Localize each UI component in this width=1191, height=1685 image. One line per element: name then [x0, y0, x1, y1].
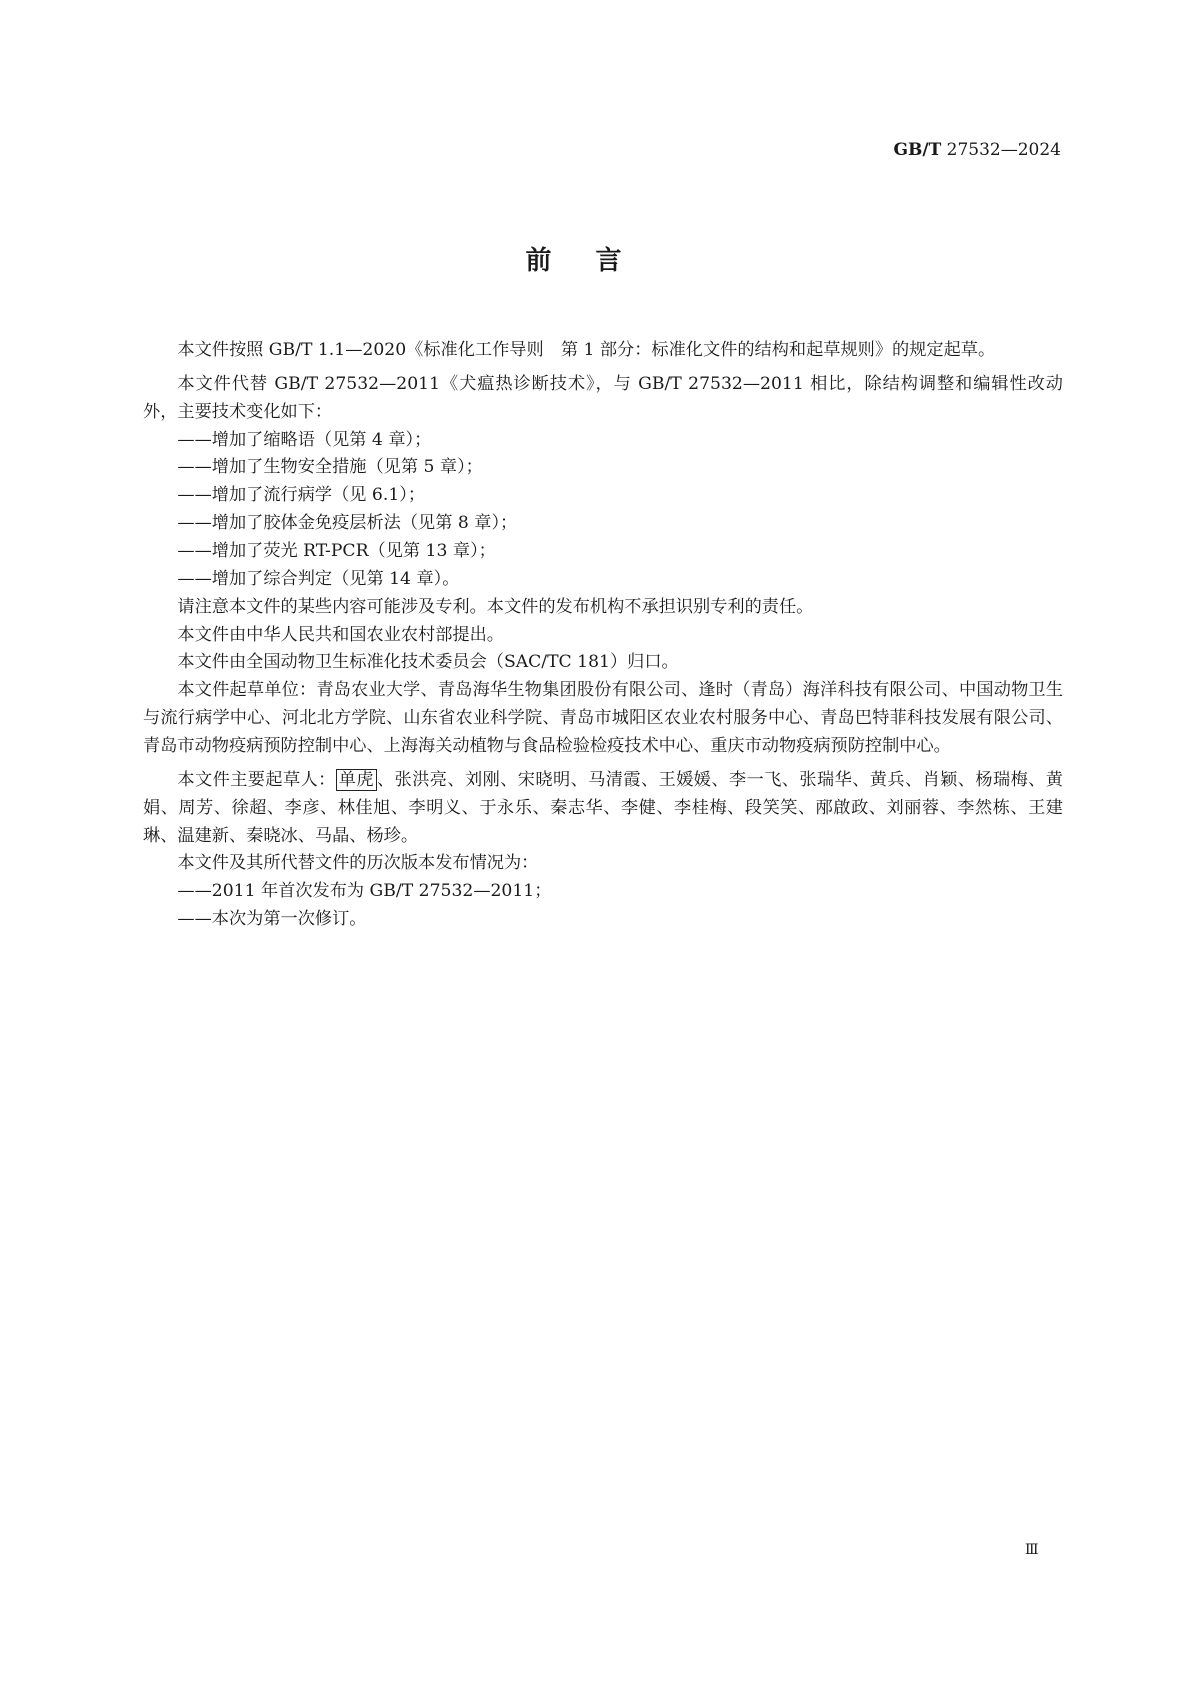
change-item: ——增加了缩略语（见第 4 章）；	[177, 429, 432, 450]
foreword-body	[143, 337, 1063, 934]
change-item: ——增加了胶体金免疫层析法（见第 8 章）；	[177, 513, 518, 534]
drafters-label: 本文件主要起草人：	[177, 769, 336, 790]
paragraph-technical-committee: 本文件由全国动物卫生标准化技术委员会（SAC/TC 181）归口。	[177, 652, 679, 673]
page-number: Ⅲ	[1025, 1542, 1039, 1558]
paragraph-version-history: 本文件及其所代替文件的历次版本发布情况为：	[177, 853, 539, 874]
change-item: ——增加了生物安全措施（见第 5 章）；	[177, 457, 483, 478]
standard-code-header	[894, 140, 1062, 160]
paragraph-patent-notice: 请注意本文件的某些内容可能涉及专利。本文件的发布机构不承担识别专利的责任。	[177, 596, 814, 617]
paragraph-drafting-units: 本文件起草单位：青岛农业大学、青岛海华生物集团股份有限公司、逢时（青岛）海洋科技有限公司、中国动物卫生与流行病学中心、河北北方学院、山东省农业科学院、青岛市城阳区农业农村服务中心、青岛巴特菲科技发展有限公司、青岛市动物疫病预防控制中心、上海海关动植物与食品检验检疫技术中心、重庆市动物疫病预防控制中心。	[143, 680, 1063, 757]
paragraph-replacement: 本文件代替 GB/T 27532—2011《犬瘟热诊断技术》，与 GB/T 27532—2011 相比，除结构调整和编辑性改动外，主要技术变化如下：	[143, 373, 1063, 422]
paragraph-drafters	[143, 767, 1063, 851]
paragraph-proposer: 本文件由中华人民共和国农业农村部提出。	[177, 624, 504, 645]
standard-code-prefix: GB/T	[893, 140, 942, 160]
history-item: ——本次为第一次修订。	[177, 909, 367, 930]
drafters-list: 、张洪亮、刘刚、宋晓明、马清霞、王媛媛、李一飞、张瑞华、黄兵、肖颖、杨瑞梅、黄娟、周芳、徐超、李彦、林佳旭、李明义、于永乐、秦志华、李健、李桂梅、段笑笑、邴啟政、刘丽蓉、李然栋、王建琳、温建新、秦晓冰、马晶、杨珍。	[143, 769, 1063, 846]
change-item: ——增加了流行病学（见 6.1）；	[177, 485, 426, 506]
change-item: ——增加了综合判定（见第 14 章）。	[177, 568, 460, 589]
history-item: ——2011 年首次发布为 GB/T 27532—2011；	[177, 881, 552, 902]
page-title: 前言	[525, 246, 666, 276]
highlighted-drafter-name: 单虎	[336, 769, 377, 791]
paragraph-drafting-rules: 本文件按照 GB/T 1.1—2020《标准化工作导则 第 1 部分：标准化文件的结构和起草规则》的规定起草。	[177, 340, 996, 360]
change-item: ——增加了荧光 RT-PCR（见第 13 章）；	[177, 541, 496, 562]
standard-code-number: 27532—2024	[946, 140, 1061, 160]
